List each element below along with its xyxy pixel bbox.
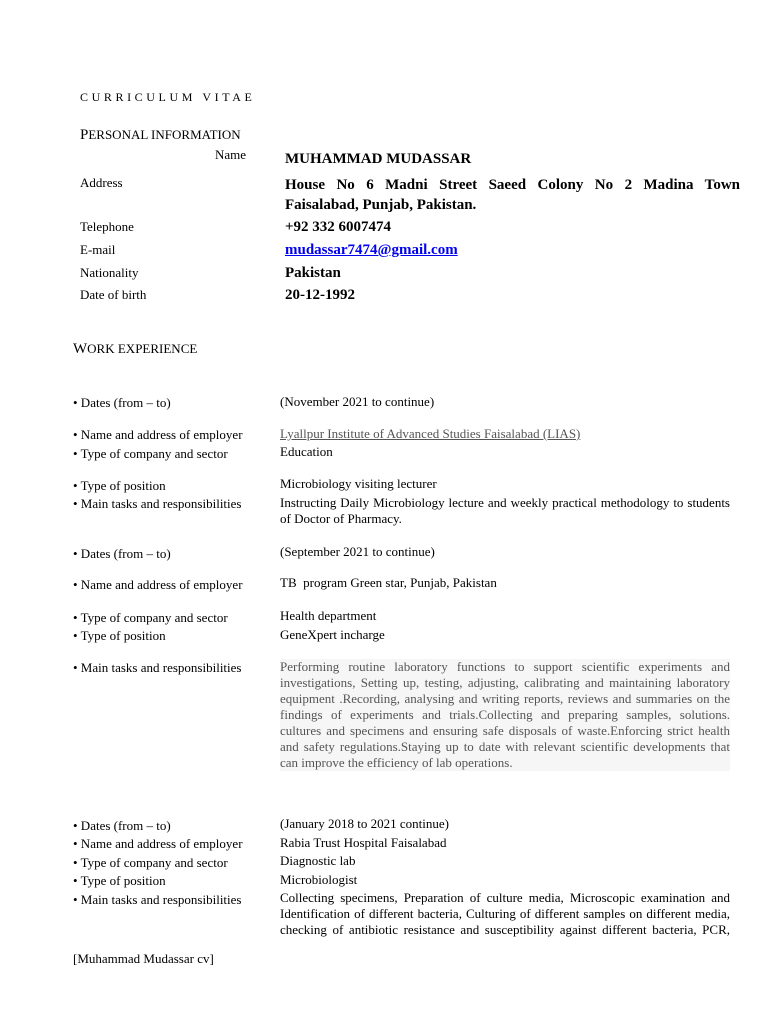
job1-employer-label: • Name and address of employer xyxy=(73,427,243,442)
nationality-value: Pakistan xyxy=(285,265,341,281)
job1-position-label: • Type of position xyxy=(73,478,166,493)
job3-position-label: • Type of position xyxy=(73,873,166,888)
job3-tasks: Collecting specimens, Preparation of culture media, Microscopic examination and Identification of different bacteria, Culturing of different samples on different media, checking of antibiotic resistance and susceptibility against different bacteria, PCR, xyxy=(280,890,730,937)
job2-position: GeneXpert incharge xyxy=(280,627,385,642)
work-experience-heading xyxy=(73,341,197,358)
job2-employer-label: • Name and address of employer xyxy=(73,577,243,592)
job2-company-label: • Type of company and sector xyxy=(73,610,228,625)
job1-company-label: • Type of company and sector xyxy=(73,446,228,461)
nationality-label: Nationality xyxy=(80,265,139,280)
job3-company-label: • Type of company and sector xyxy=(73,855,228,870)
name-value: MUHAMMAD MUDASSAR xyxy=(285,151,472,167)
page-footer: [Muhammad Mudassar cv] xyxy=(73,951,214,966)
email-link[interactable]: mudassar7474@gmail.com xyxy=(285,242,458,258)
address-value: House No 6 Madni Street Saeed Colony No 2 Madina Town Faisalabad, Punjab, Pakistan. xyxy=(285,177,740,213)
address-label: Address xyxy=(80,175,123,190)
job3-company: Diagnostic lab xyxy=(280,853,356,868)
job1-employer-link[interactable]: Lyallpur Institute of Advanced Studies Faisalabad (LIAS) xyxy=(280,426,581,441)
job2-dates: (September 2021 to continue) xyxy=(280,544,435,559)
personal-heading-rest: ERSONAL INFORMATION xyxy=(88,127,241,142)
work-heading-cap: W xyxy=(73,341,88,357)
job2-company: Health department xyxy=(280,608,377,623)
job3-employer-label: • Name and address of employer xyxy=(73,836,243,851)
personal-heading-cap: P xyxy=(80,127,89,143)
email-label: E-mail xyxy=(80,242,116,257)
job2-tasks-label: • Main tasks and responsibilities xyxy=(73,660,242,675)
name-label: Name xyxy=(214,147,246,162)
telephone-value: +92 332 6007474 xyxy=(285,219,392,235)
job3-tasks-label: • Main tasks and responsibilities xyxy=(73,892,242,907)
job3-position: Microbiologist xyxy=(280,872,358,887)
telephone-label: Telephone xyxy=(80,219,134,234)
dob-value: 20-12-1992 xyxy=(285,287,355,303)
job2-dates-label: • Dates (from – to) xyxy=(73,546,171,561)
job3-employer: Rabia Trust Hospital Faisalabad xyxy=(280,835,447,850)
job2-position-label: • Type of position xyxy=(73,628,166,643)
job1-tasks: Instructing Daily Microbiology lecture and weekly practical methodology to students of Doctor of Pharmacy. xyxy=(280,495,730,526)
job3-dates: (January 2018 to 2021 continue) xyxy=(280,816,449,831)
job3-dates-label: • Dates (from – to) xyxy=(73,818,171,833)
personal-info-heading xyxy=(80,127,241,144)
job1-dates-label: • Dates (from – to) xyxy=(73,395,171,410)
job1-dates: (November 2021 to continue) xyxy=(280,394,435,409)
job1-company: Education xyxy=(280,444,333,459)
job2-tasks: Performing routine laboratory functions to support scientific experiments and investigations, Setting up, testing, adjusting, calibrating and maintaining laboratory equipment .Recording, analysing and writing reports, reviews and summaries on the findings of experiments and trials.Collecting and preparing samples, solutions. cultures and specimens and ensuring safe disposals of waste.Enforcing strict health and safety regulations.Staying up to date with relevant scientific developments that can improve the efficiency of lab operations. xyxy=(280,659,730,770)
job1-tasks-label: • Main tasks and responsibilities xyxy=(73,496,242,511)
dob-label: Date of birth xyxy=(80,287,147,302)
job1-position: Microbiology visiting lecturer xyxy=(280,476,437,491)
work-heading-rest: ORK EXPERIENCE xyxy=(87,341,198,356)
job2-employer: TB program Green star, Punjab, Pakistan xyxy=(280,575,497,590)
document-title: CURRICULUM VITAE xyxy=(80,90,256,104)
